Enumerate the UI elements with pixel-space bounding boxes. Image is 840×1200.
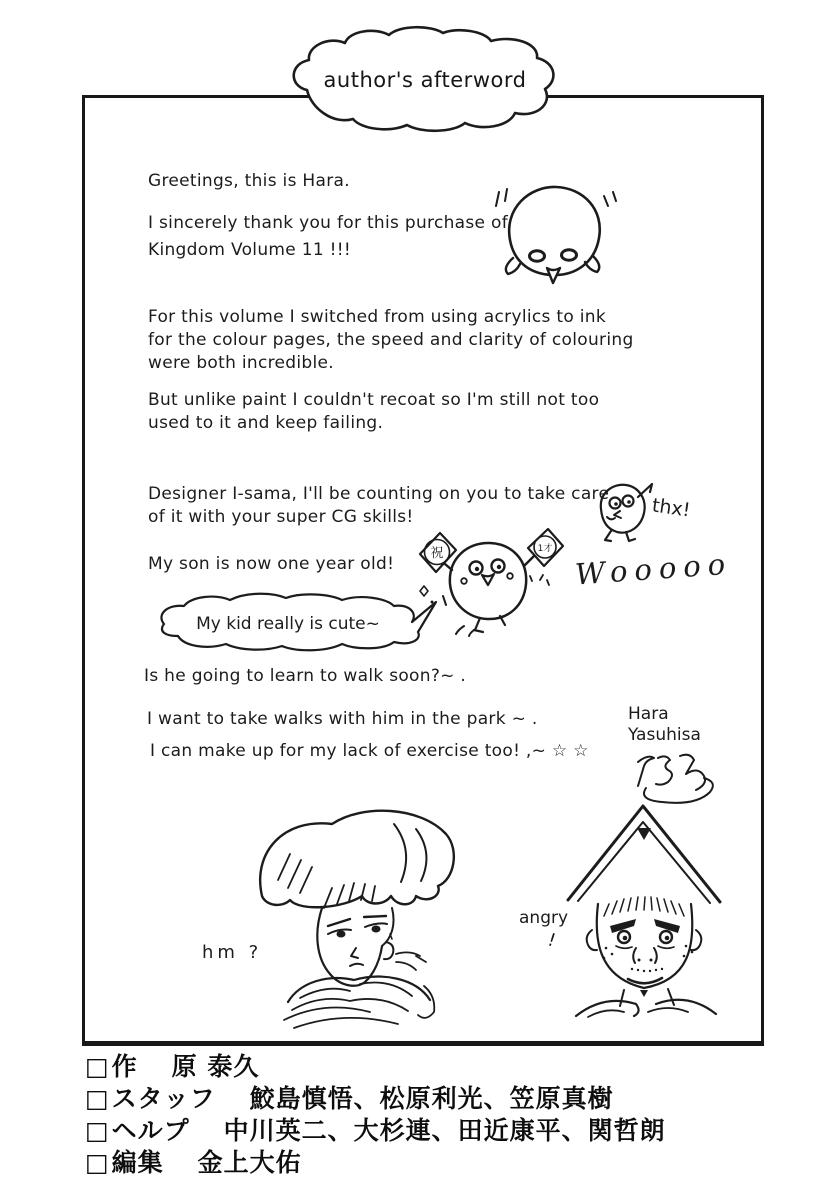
hm-label: hm ? bbox=[202, 942, 263, 963]
credit-line-staff bbox=[85, 1083, 666, 1115]
credit-bullet: □ bbox=[85, 1116, 110, 1145]
credit-names: 原 泰久 bbox=[171, 1052, 260, 1081]
park-line: I want to take walks with him in the park ~ . bbox=[147, 709, 538, 729]
walk-line: Is he going to learn to walk soon?~ . bbox=[144, 666, 467, 686]
bowing-chick-doodle bbox=[492, 180, 618, 286]
son-paragraph bbox=[148, 553, 394, 576]
woo-label: Wooooo bbox=[574, 546, 734, 592]
park-paragraph bbox=[147, 708, 538, 731]
walk-paragraph bbox=[144, 665, 466, 688]
credit-bullet: □ bbox=[85, 1148, 110, 1177]
signature-doodle bbox=[628, 748, 723, 804]
credit-names: 金上大佑 bbox=[197, 1148, 302, 1177]
designer-line: of it with your super CG skills! bbox=[148, 507, 414, 527]
greeting-line: Greetings, this is Hara. bbox=[148, 171, 350, 191]
man-sketch bbox=[548, 798, 728, 1020]
paint-paragraph bbox=[148, 389, 599, 435]
credit-role: ヘルプ bbox=[111, 1116, 190, 1145]
author-name-label bbox=[628, 704, 701, 746]
credit-line-help bbox=[85, 1115, 666, 1147]
author-name-line: Yasuhisa bbox=[628, 725, 701, 745]
ink-line: were both incredible. bbox=[148, 353, 334, 373]
credit-role: スタッフ bbox=[111, 1084, 216, 1113]
paint-line: But unlike paint I couldn't recoat so I'm still not too bbox=[148, 390, 600, 410]
kid-speech-bubble bbox=[146, 592, 448, 654]
flag-right-label: 1才 bbox=[537, 544, 553, 554]
credit-bullet: □ bbox=[85, 1052, 110, 1081]
page-title: author's afterword bbox=[323, 68, 527, 92]
credit-names: 中川英二、大杉連、田近康平、関哲朗 bbox=[223, 1116, 666, 1145]
author-name-line: Hara bbox=[628, 704, 669, 724]
angry-label: angry bbox=[519, 908, 569, 928]
son-line: My son is now one year old! bbox=[148, 554, 395, 574]
title-bubble bbox=[283, 26, 567, 136]
boy-sketch bbox=[248, 796, 468, 1040]
thanks-paragraph bbox=[148, 210, 508, 264]
credit-names: 鮫島慎悟、松原利光、笠原真樹 bbox=[249, 1084, 614, 1113]
ink-line: for the colour pages, the speed and clarity of colouring bbox=[148, 330, 634, 350]
bubble-text: My kid really is cute~ bbox=[196, 614, 380, 634]
credits-section bbox=[85, 1051, 666, 1179]
exercise-line: I can make up for my lack of exercise too! ,~ ☆ ☆ bbox=[150, 741, 589, 761]
thanks-line: Kingdom Volume 11 !!! bbox=[148, 240, 352, 260]
flag-left-label: 祝 bbox=[430, 546, 444, 561]
credit-role: 編集 bbox=[111, 1148, 164, 1177]
thanks-line: I sincerely thank you for this purchase of bbox=[148, 213, 508, 233]
credit-line-author bbox=[85, 1051, 666, 1083]
ink-paragraph bbox=[148, 306, 634, 375]
designer-line: Designer I-sama, I'll be counting on you to take care bbox=[148, 484, 610, 504]
greeting-paragraph bbox=[148, 170, 350, 193]
angry-exclamation: ! bbox=[544, 929, 559, 952]
ink-line: For this volume I switched from using acrylics to ink bbox=[148, 307, 606, 327]
designer-paragraph bbox=[148, 483, 609, 529]
credit-bullet: □ bbox=[85, 1084, 110, 1113]
credit-role: 作 bbox=[111, 1052, 138, 1081]
credit-line-editor bbox=[85, 1147, 666, 1179]
paint-line: used to it and keep failing. bbox=[148, 413, 384, 433]
exercise-paragraph bbox=[150, 740, 589, 763]
thx-label: thx! bbox=[650, 494, 692, 522]
